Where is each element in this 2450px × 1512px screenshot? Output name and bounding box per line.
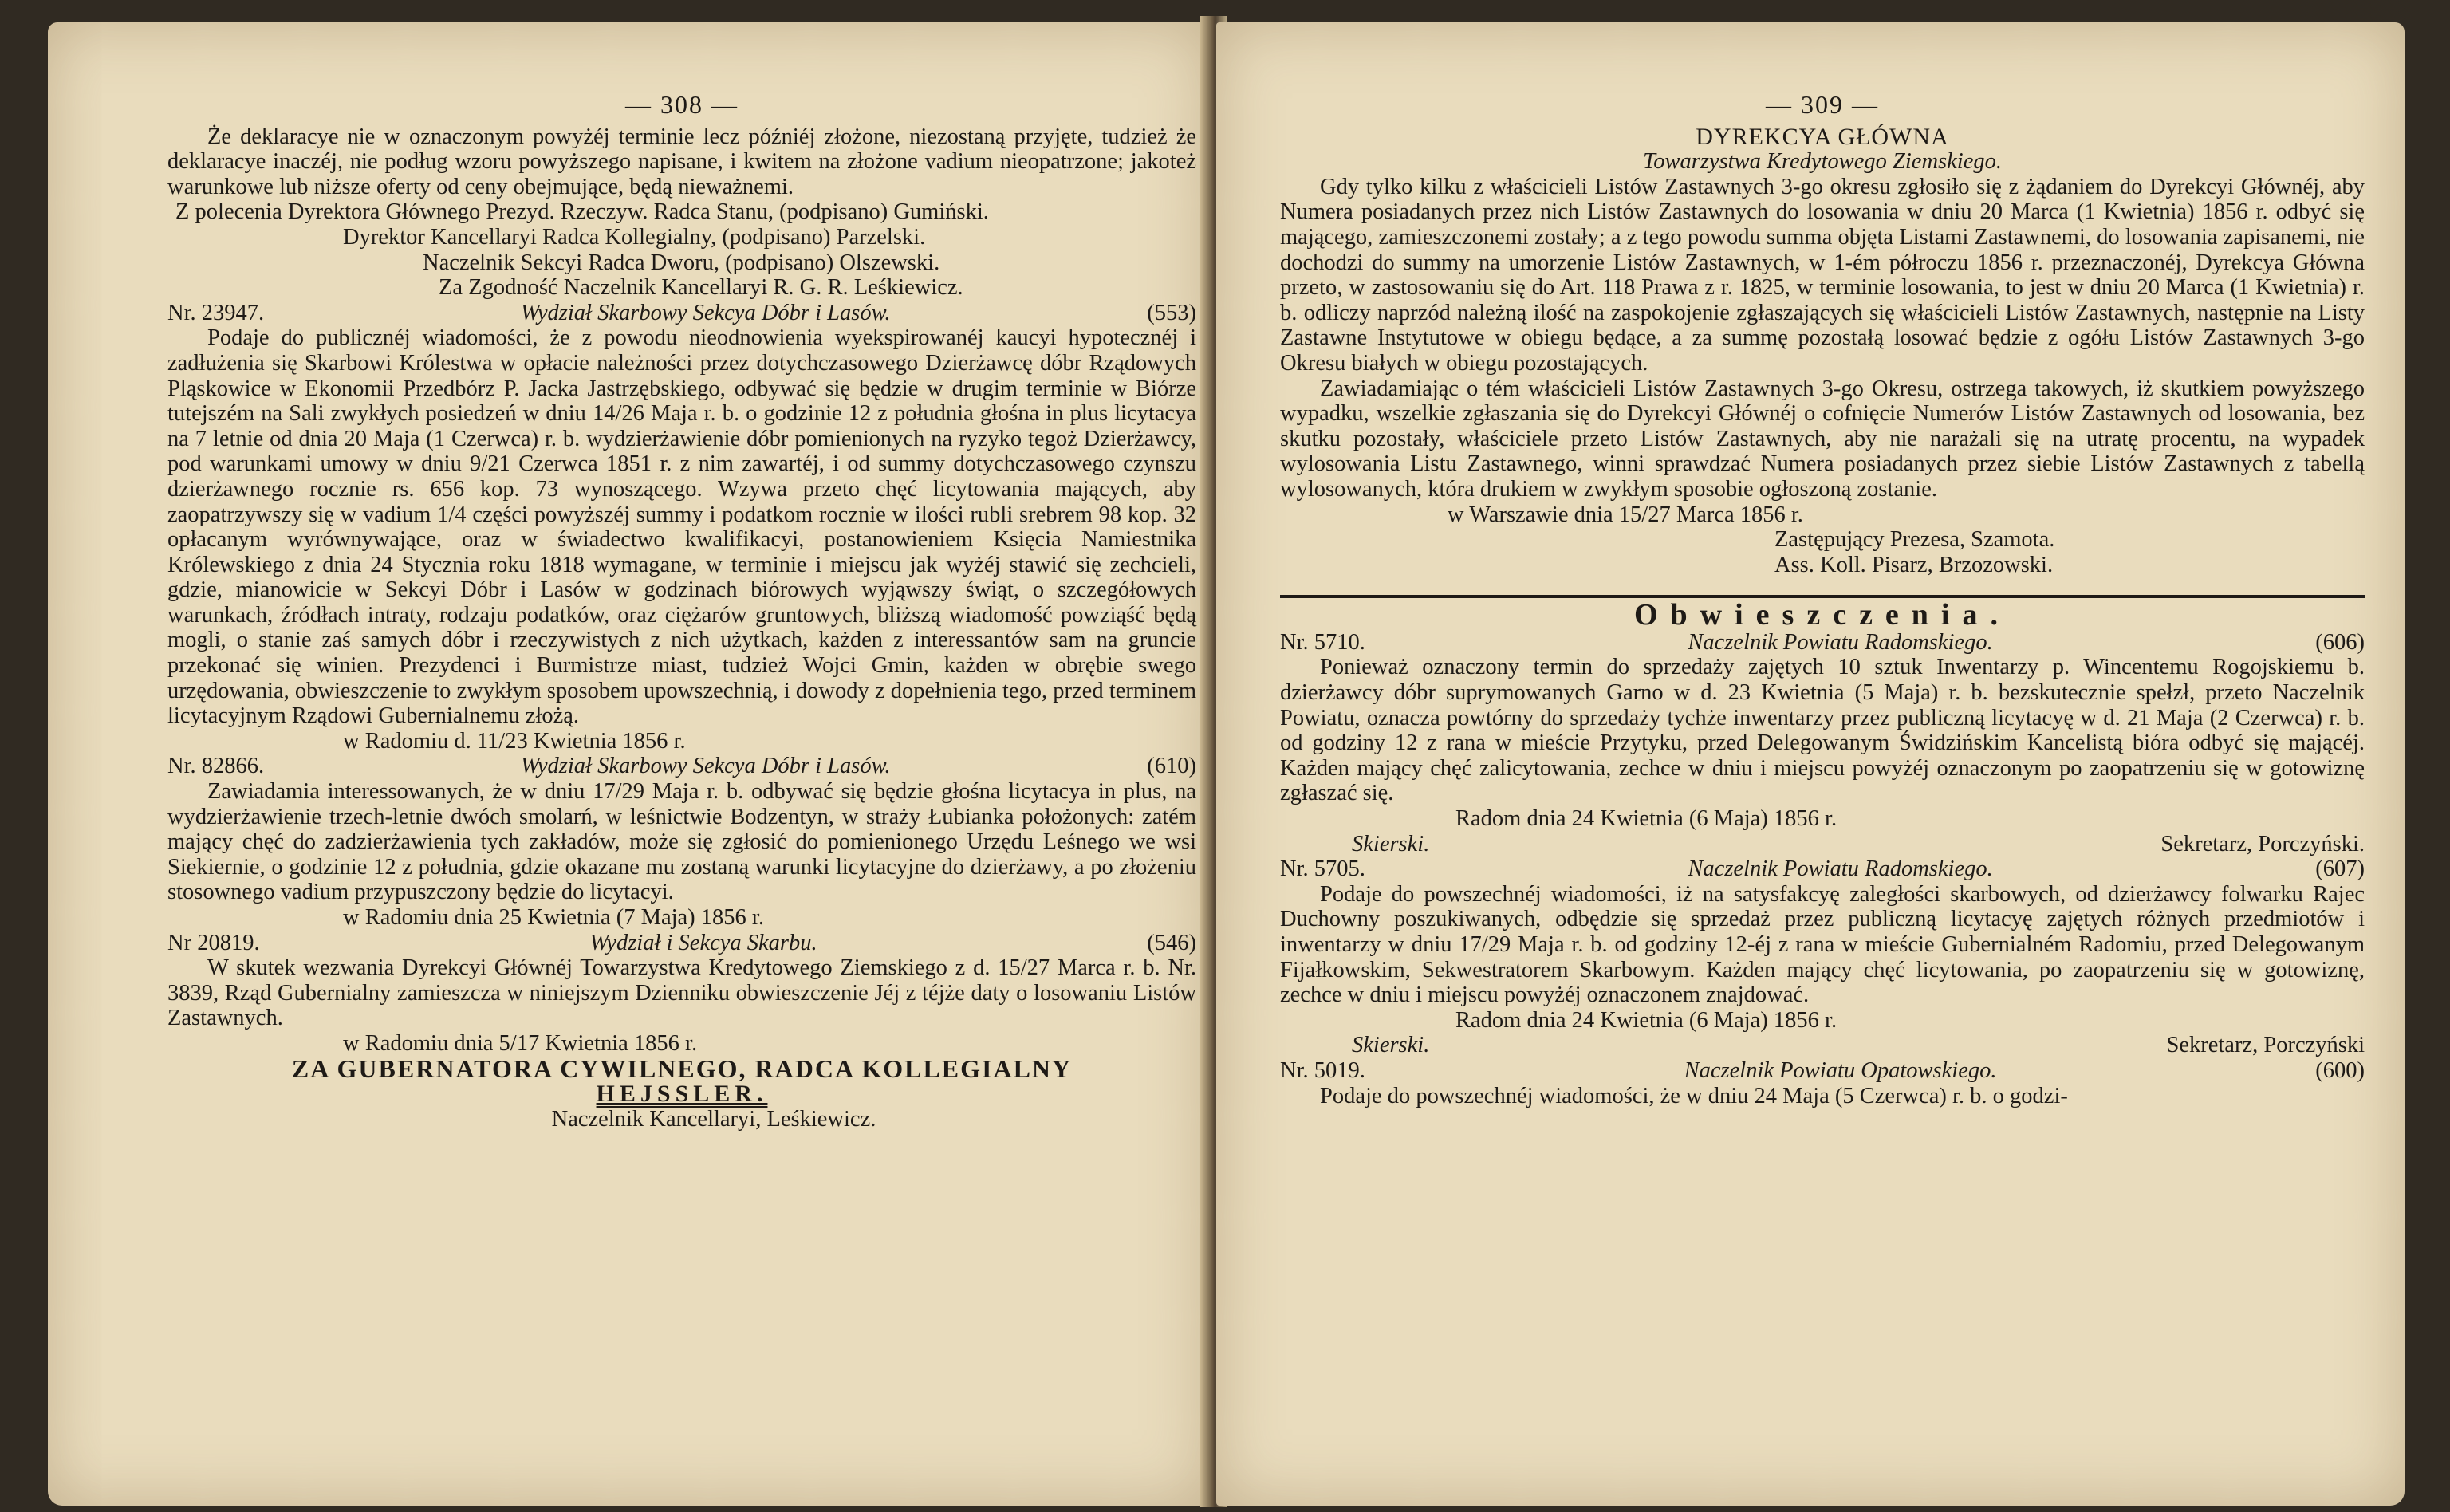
notice-number: Nr. 5705. (1280, 856, 1365, 882)
signature-line: Z polecenia Dyrektora Głównego Prezyd. Rzeczyw. Radca Stanu, (podpisano) Gumiński. (175, 199, 989, 225)
notice-number: Nr. 23947. (167, 300, 265, 325)
notice-header (167, 931, 1196, 956)
notice-code: (553) (1147, 300, 1196, 325)
paragraph: Zawiadamiając o tém właścicieli Listów Zastawnych 3-go Okresu, ostrzega takowych, iż skutkiem powyższego wypadku, wszelkie zgłaszania się do Dyrekcyi Głównéj o cofnięcie Numerów Listów Zastawnych od losowania, bez skutku pozostały, właściciele przeto Listów Zastawnych, aby nie narażali się na utratę procentu, na wypadek wylosowania Listu Zastawnego, winni sprawdzać Numera posiadanych przez siebie Listów Zastawnych z tabellą wylosowanych, która drukiem w zwykłym sposobie ogłoszoną zostanie. (1280, 376, 2365, 502)
notice-number: Nr. 5019. (1280, 1057, 1365, 1083)
notice-body: Podaje do powszechnéj wiadomości, iż na satysfakcyę zaległości skarbowych, od dzierżawcy folwarku Rajec Duchowny poszukiwanych, odbędzie się sprzedaż przez publiczną licytacyę zajętych różnych przedmiotów i inwentarzy w dniu 17/29 Maja r. b. od godziny 12-éj z rana w mieście Gubernialném Radomiu, przed Delegowanym Fijałkowskim, Sekwestratorem Skarbowym. Każden mający chęć licytowania, po zaopatrzeniu się w gotowiznę, zechce w dniu i miejscu powyżéj oznaczonem znajdować. (1280, 881, 2365, 1008)
notice-date: Radom dnia 24 Kwietnia (6 Maja) 1856 r. (1455, 806, 1838, 832)
notice-department: Naczelnik Powiatu Radomskiego. (1688, 629, 1993, 655)
notice-number: Nr. 5710. (1280, 629, 1365, 655)
notice-signatures (1280, 1033, 2365, 1058)
notice-signatures (1280, 832, 2365, 857)
signature-line: Ass. Koll. Pisarz, Brzozowski. (1774, 552, 2054, 577)
notice-body: Zawiadamia interessowanych, że w dniu 17/29 Maja r. b. odbywać się będzie głośna licytacya in plus, na wydzierżawienie trzech-letnie dwóch smolarń, w leśnictwie Bodzentyn, w straży Łubianka położonych: zatém mający chęć do zadzierżawienia tych zakładów, może się zgłosić do pomienionego Urzędu Leśnego we wsi Siekiernie, o godzinie 12 z południa, gdzie okazane mu zostaną warunki licytacyjne do dzierżawy, a po złożeniu stosownego vadium przypuszczony będzie do licytacyi. (167, 779, 1196, 905)
signature-left: Skierski. (1352, 831, 1430, 856)
notice-date: w Radomiu dnia 5/17 Kwietnia 1856 r. (343, 1030, 698, 1056)
paragraph: Że deklaracye nie w oznaczonym powyżéj terminie lecz późniéj złożone, niezostaną przyjęte, tudzież że deklaracye inaczéj, nie podług wzoru powyższego napisane, i kwitem na złożone vadium nieopatrzone; jakoteż warunkowe lub niższe oferty od ceny obejmujące, będą nieważnemi. (167, 124, 1196, 199)
notice-number: Nr. 82866. (167, 754, 265, 779)
notice-department: Naczelnik Powiatu Radomskiego. (1688, 856, 1993, 882)
signature-right: Sekretarz, Porczyński (2166, 1033, 2365, 1058)
signature-right: Sekretarz, Porczyński. (2160, 831, 2365, 856)
notice-code: (600) (2315, 1057, 2365, 1083)
notice-department: Wydział Skarbowy Sekcya Dóbr i Lasów. (520, 300, 891, 325)
signature-line: Naczelnik Sekcyi Radca Dworu, (podpisano) Olszewski. (423, 250, 940, 275)
notice-header (1280, 856, 2365, 882)
signature-line: Dyrektor Kancellaryi Radca Kollegialny, (podpisano) Parzelski. (343, 224, 926, 250)
signature-line: Za Zgodność Naczelnik Kancellaryi R. G. R. Leśkiewicz. (439, 275, 963, 301)
notice-date: w Warszawie dnia 15/27 Marca 1856 r. (1448, 502, 1803, 527)
notice-header (167, 754, 1196, 779)
notice-header (1280, 630, 2365, 656)
signature-left: Skierski. (1352, 1033, 1430, 1058)
signature-line: Zastępujący Prezesa, Szamota. (1774, 527, 2055, 553)
notice-header (167, 301, 1196, 326)
page-number-right: — 309 — (1766, 90, 1879, 119)
notice-department: Wydział Skarbowy Sekcya Dóbr i Lasów. (520, 754, 891, 779)
notice-code: (610) (1147, 754, 1196, 779)
notice-header (1280, 1058, 2365, 1084)
notice-number: Nr 20819. (167, 930, 260, 955)
governor-line: ZA GUBERNATORA CYWILNEGO, RADCA KOLLEGIALNY (291, 1053, 1073, 1083)
governor-signature: HEJSSLER. (596, 1081, 768, 1108)
announcements-heading: Obwieszczenia. (1633, 598, 2011, 632)
notice-code: (607) (2315, 856, 2365, 882)
notice-body: W skutek wezwania Dyrekcyi Głównéj Towarzystwa Kredytowego Ziemskiego z d. 15/27 Marca r. b. Nr. 3839, Rząd Gubernialny zamieszcza w niniejszym Dzienniku obwieszczenie Jéj z téjże daty o losowaniu Listów Zastawnych. (167, 955, 1196, 1031)
chancellery-signature: Naczelnik Kancellaryi, Leśkiewicz. (551, 1106, 876, 1132)
notice-date: w Radomiu dnia 25 Kwietnia (7 Maja) 1856 r. (343, 905, 764, 930)
left-page (48, 22, 1208, 1506)
notice-body: Ponieważ oznaczony termin do sprzedaży zajętych 10 sztuk Inwentarzy p. Wincentemu Rogojskiemu b. dzierżawcy dóbr suprymowanych Garno w d. 23 Kwietnia (5 Maja) r. b. bezskutecznie spełzł, przeto Naczelnik Powiatu, oznacza powtórny do sprzedaży tychże inwentarzy przez publiczną licytacyę w d. 21 Maja (2 Czerwca) r. b. od godziny 12 z rana w mieście Przytyku, przed Delegowanym Świdzińskim Kancelistą bióra odbyć się mającéj. Każden mający chęć zalicytowania, zechce w dniu i miejscu powyżéj oznaczonym po zaopatrzeniu się w gotowiznę zgłaszać się. (1280, 655, 2365, 806)
notice-date: Radom dnia 24 Kwietnia (6 Maja) 1856 r. (1455, 1007, 1838, 1033)
notice-body: Podaje do powszechnéj wiadomości, że w dniu 24 Maja (5 Czerwca) r. b. o godzi- (1320, 1083, 2068, 1108)
paragraph: Gdy tylko kilku z właścicieli Listów Zastawnych 3-go okresu zgłosiło się z żądaniem do Dyrekcyi Głównéj, aby Numera posiadanych przez nich Listów Zastawnych do losowania w dniu 20 Marca (1 Kwietnia) 1856 r. odbyć się mającego, zamieszczonemi zostały; a z tego powodu summa objęta Listami Zastawnemi, do losowania zapisanemi, nie dochodzi do summy na umorzenie Listów Zastawnych, w 1-ém półroczu 1856 r. przeznaczonéj, Dyrekcya Główna przeto, w zastosowaniu się do Art. 118 Prawa z r. 1825, w terminie losowania, to jest w dniu 20 Marca (1 Kwietnia) r. b. odliczy naprzód należną ilość na zaspokojenie zgłaszających się właścicieli Listów Zastawnych, następnie na Listy Zastawne Instytutowe w obiegu będące, a za summę pozostałą losować będzie z ogółu Listów Zastawnych 3-go Okresu białych w obiegu pozostających. (1280, 174, 2365, 376)
right-page (1216, 22, 2405, 1506)
right-column (1280, 22, 2365, 1108)
page-number-left: — 308 — (625, 90, 739, 119)
notice-code: (546) (1147, 930, 1196, 955)
notice-department: Naczelnik Powiatu Opatowskiego. (1684, 1057, 1997, 1083)
notice-code: (606) (2315, 629, 2365, 655)
notice-body: Podaje do publicznéj wiadomości, że z powodu nieodnowienia wyekspirowanéj kaucyi hypotecznéj i zadłużenia się Skarbowi Królestwa w opłacie należności przez dotychczasowego Dzierżawcę dóbr Rządowych Pląskowice w Ekonomii Przedbórz P. Jacka Jastrzębskiego, odbywać się będzie w drugim terminie w Biórze tutejszém na Sali zwykłych posiedzeń w dniu 14/26 Maja r. b. o godzinie 12 z południa głośna in plus licytacya na 7 letnie od dnia 20 Maja (1 Czerwca) r. b. wydzierżawienie dóbr pomienionych na ryzyko tegoż Dzierżawcy, pod warunkami umowy w dniu 9/21 Czerwca 1851 r. z nim zawartéj, i od summy dotychczasowego czynszu dzierżawnego rocznie rs. 656 kop. 73 wynoszącego. Wzywa przeto chęć licytowania mających, aby zaopatrzywszy się w vadium 1/4 części powyższéj summy i podatkom rocznie w ilości rubli srebrem 98 kop. 32 opłacanym wyrównywające, oraz w świadectwo kwalifikacyi, postanowieniem Księcia Namiestnika Królewskiego z dnia 24 Stycznia roku 1818 wymagane, w terminie i miejscu jak wyżéj stawić się zechcieli, gdzie, mianowicie w Sekcyi Dóbr i Lasów w godzinach biórowych wyjąwszy świąt, o szczegółowych warunkach, źródłach intraty, rodzaju podatków, oraz ciężarów gruntowych, bliższą wiadomość powziąść będą mogli, o stanie zaś samych dóbr i rzeczywistych z nich użytkach, każden z interessantów sam na gruncie przekonać się winien. Prezydenci i Burmistrze miast, tudzież Wojci Gmin, każden w obrębie swego urzędowania, obwieszczenie to zwykłym sposobem upowszechnią, i dowody z dopełnienia tego, przed terminem licytacyjnym Rządowi Gubernialnemu złożą. (167, 325, 1196, 729)
section-title: DYREKCYA GŁÓWNA (1696, 123, 1949, 150)
notice-date: w Radomiu d. 11/23 Kwietnia 1856 r. (343, 728, 686, 754)
section-subtitle: Towarzystwa Kredytowego Ziemskiego. (1643, 149, 2002, 175)
notice-department: Wydział i Sekcya Skarbu. (589, 930, 817, 955)
left-column (167, 22, 1196, 1132)
